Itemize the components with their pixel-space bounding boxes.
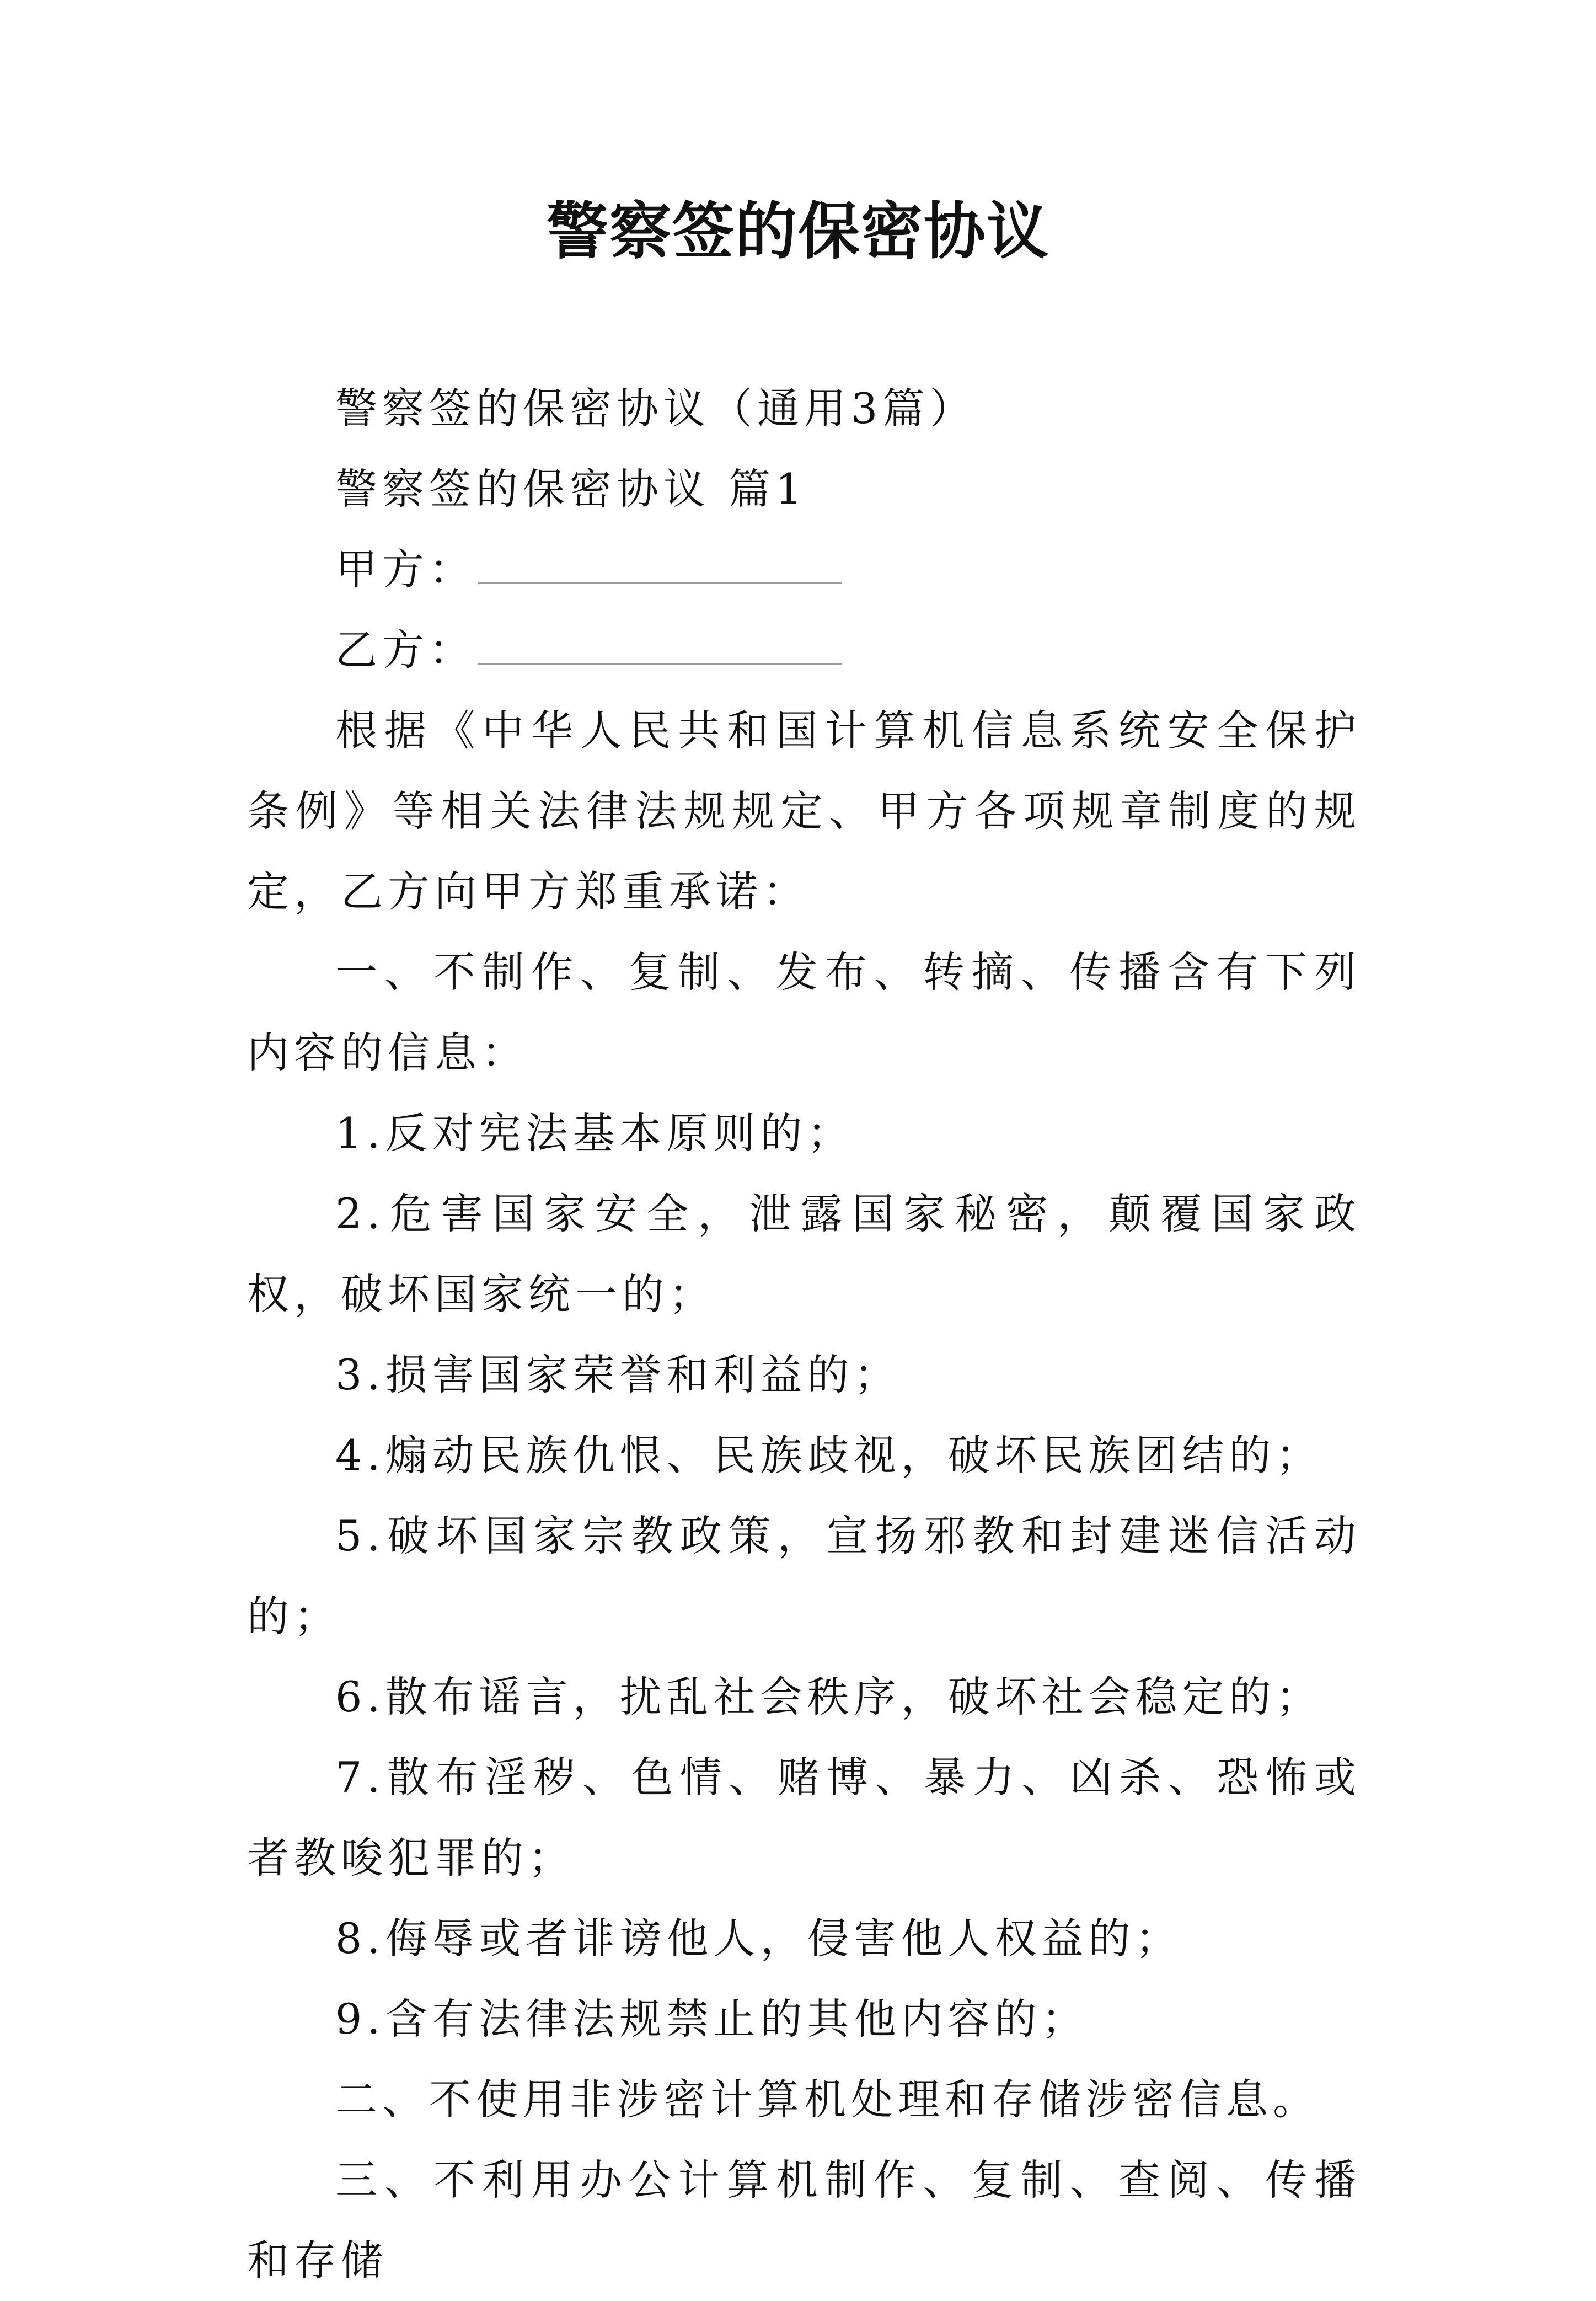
list-item: 3.损害国家荣誉和利益的； [335, 1350, 901, 1399]
party-b-line [247, 610, 1361, 691]
paragraph-clause-2: 二、不使用非涉密计算机处理和存储涉密信息。 [335, 2075, 1320, 2124]
list-item: 2.危害国家安全，泄露国家秘密，颠覆国家政权，破坏国家统一的； [247, 1189, 1361, 1319]
list-item: 9.含有法律法规禁止的其他内容的； [335, 1994, 1089, 2043]
party-b-label: 乙方： [335, 625, 476, 675]
document-body [247, 368, 1361, 2301]
paragraph-clause-1: 一、不制作、复制、发布、转摘、传播含有下列内容的信息： [247, 948, 1361, 1077]
list-item: 5.破坏国家宗教政策，宣扬邪教和封建迷信活动的； [247, 1511, 1361, 1641]
list-item: 4.煽动民族仇恨、民族歧视，破坏民族团结的； [335, 1431, 1323, 1480]
document-title: 警察签的保密协议 [547, 195, 1049, 267]
subtitle: 警察签的保密协议（通用3篇） [335, 384, 977, 433]
list-item: 1.反对宪法基本原则的； [335, 1109, 854, 1158]
party-a-label: 甲方： [335, 545, 476, 594]
list-item: 7.散布淫秽、色情、赌博、暴力、凶杀、恐怖或者教唆犯罪的； [247, 1753, 1361, 1882]
paragraph-clause-3: 三、不利用办公计算机制作、复制、查阅、传播和存储 [247, 2155, 1361, 2285]
party-b-blank [478, 661, 842, 665]
list-item: 6.散布谣言，扰乱社会秩序，破坏社会稳定的； [335, 1672, 1323, 1721]
party-a-line [247, 529, 1361, 610]
list-item: 8.侮辱或者诽谤他人，侵害他人权益的； [335, 1914, 1182, 1963]
paragraph-preamble: 根据《中华人民共和国计算机信息系统安全保护条例》等相关法律法规规定、甲方各项规章制度的规定，乙方向甲方郑重承诺： [247, 706, 1361, 916]
party-a-blank [478, 580, 842, 584]
section-heading: 警察签的保密协议 篇1 [335, 464, 807, 513]
